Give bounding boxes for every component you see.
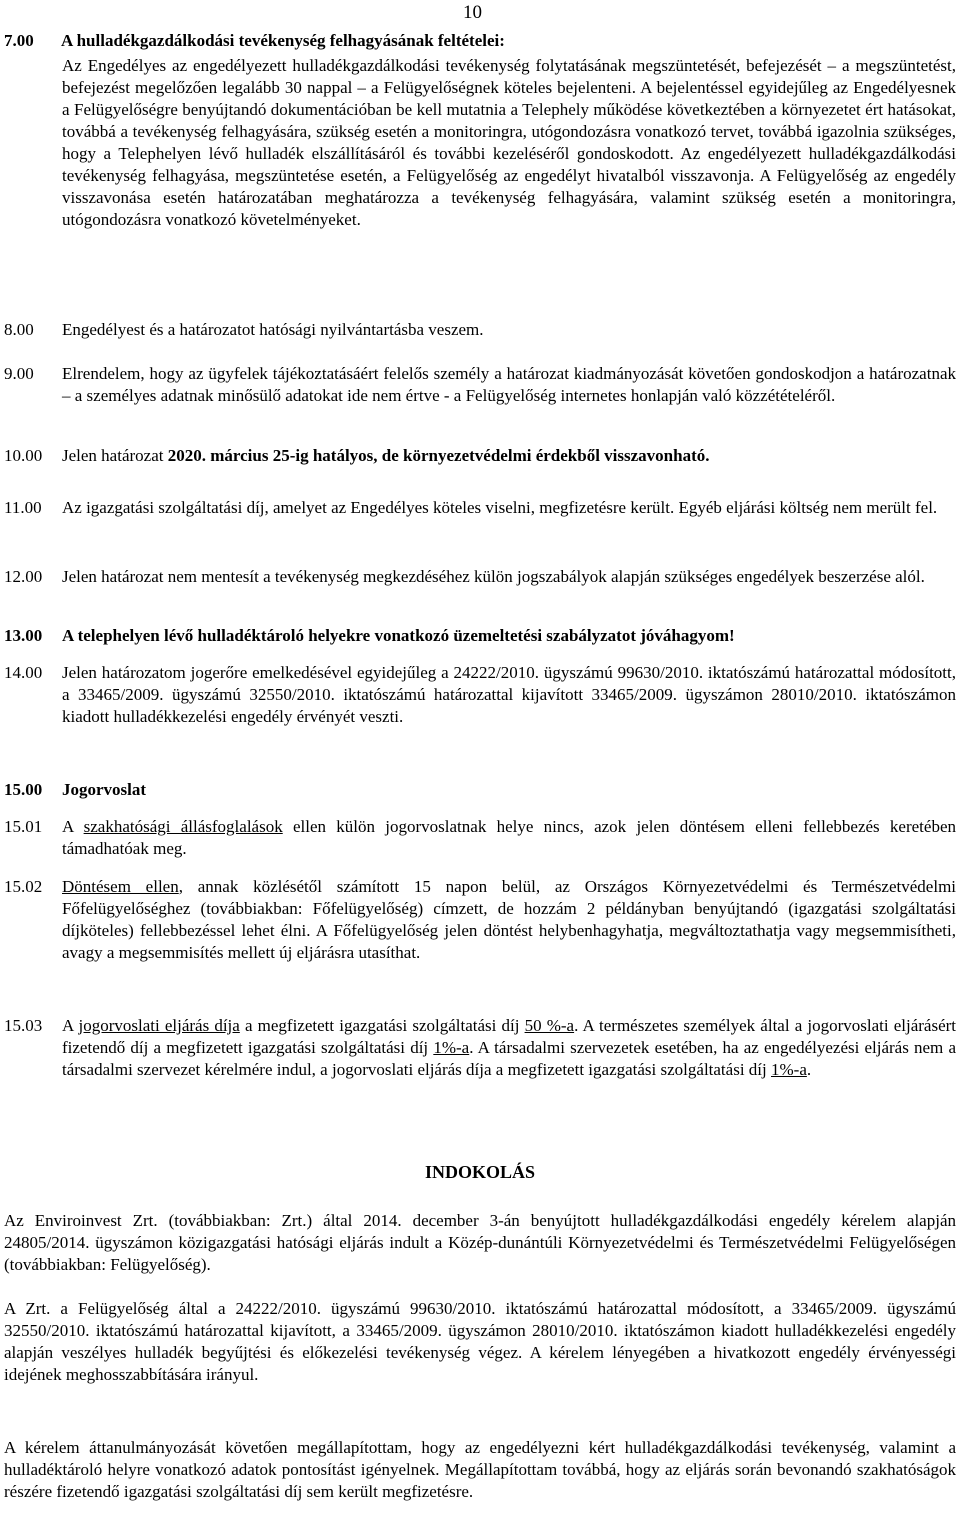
section-number: 14.00: [4, 663, 43, 682]
section-10: [4, 445, 956, 467]
section-text: Jelen határozatom jogerőre emelkedésével egyidejűleg a 24222/2010. ügyszámú 99630/2010. iktatószámú határozattal módosított, a 33465/2009. ügyszámú 32550/2010. iktatószámú határozattal kijavított 33465/2009. ügyszámon 28010/2010. iktatószámon kiadott hulladékkezelési engedély érvényét veszti.: [62, 663, 956, 726]
section-text: Az igazgatási szolgáltatási díj, amelyet az Engedélyes köteles viselni, megfizetésre került. Egyéb eljárási költség nem merült fel.: [62, 498, 938, 517]
page-number: 10: [463, 2, 482, 23]
text-normal: , annak közlésétől számított 15 napon belül, az Országos Környezetvédelmi és Természetvédelmi Főfelügyelőséghez (továbbiakban: Főfelügyelőség) címzett, de hozzám 2 példányban benyújtandó (igazgatási szolgáltatási díjköteles) fellebbezéssel lehet élni. A Főfelügyelőség jelen döntést helybenhagyhatja, megváltoztathatja vagy megsemmisítheti, avagy a megsemmisítés mellett új eljárásra utasíthat.: [62, 877, 957, 962]
section-text: [62, 445, 956, 467]
section-number: 13.00: [4, 626, 43, 645]
section-title: Jogorvoslat: [62, 780, 147, 799]
section-15-01: [4, 816, 956, 860]
section-number: 15.00: [4, 780, 43, 799]
section-text: [62, 816, 956, 860]
text-normal: A: [62, 817, 84, 836]
section-15: [4, 779, 956, 801]
section-number: 9.00: [4, 364, 34, 383]
text-underlined: szakhatósági állásfoglalások: [83, 817, 283, 836]
text-normal: . A természetes személyek által a jogorvoslati eljárásért fizetendő díj a megfizetett igazgatási szolgáltatási díj: [62, 1016, 957, 1057]
text-underlined: 1%-a: [771, 1060, 807, 1079]
section-14: [4, 662, 956, 728]
section-text: Engedélyest és a határozatot hatósági nyilvántartásba veszem.: [62, 320, 484, 339]
section-text: A telephelyen lévő hulladéktároló helyekre vonatkozó üzemeltetési szabályzatot jóváhagyom!: [62, 626, 735, 645]
section-8: [4, 319, 956, 341]
text-normal: a megfizetett igazgatási szolgáltatási díj: [239, 1016, 525, 1035]
section-12: [4, 566, 956, 588]
section-number: 11.00: [4, 498, 42, 517]
section-15-02: [4, 876, 956, 964]
section-number: 15.01: [4, 817, 43, 836]
section-number: 15.03: [4, 1016, 43, 1035]
section-title: A hulladékgazdálkodási tevékenység felhagyásának feltételei:: [61, 31, 505, 50]
text-underlined: 50 %-a: [524, 1016, 575, 1035]
indokolas-paragraph-3: A kérelem áttanulmányozását követően megállapítottam, hogy az engedélyezni kért hulladékgazdálkodási tevékenység, valamint a hulladéktároló helyre vonatkozó adatok pontosítást igényelnek. Megállapítottam továbbá, hogy az eljárás során bevonandó szakhatóságok részére fizetendő igazgatási szolgáltatási díj sem került megfizetésre.: [4, 1438, 956, 1501]
section-number: 7.00: [4, 31, 34, 50]
text-normal: A: [62, 1016, 79, 1035]
text-normal: Jelen határozat: [62, 446, 168, 465]
section-7-heading: [4, 30, 956, 52]
text-bold: 2020. március 25-ig hatályos, de környezetvédelmi érdekből visszavonható.: [167, 446, 710, 465]
section-number: 12.00: [4, 567, 43, 586]
indokolas-title: INDOKOLÁS: [424, 1162, 536, 1182]
section-7-paragraph: Az Engedélyes az engedélyezett hulladékgazdálkodási tevékenység folytatásának megszüntetését, befejezését – a megszüntetést, befejezést megelőzően legalább 30 nappal – a Felügyelőségnek köteles bejelenteni. A bejelentéssel egyidejűleg az Engedélyesnek a Felügyelőségre benyújtandó dokumentációban be kell mutatnia a Telephely működése következtében a környezetet ért hatásokat, továbbá a tevékenység felhagyására, szükség esetén a monitoringra, utógondozásra vonatkozó tervet, továbbá igazolnia szükséges, hogy a Telephelyen lévő hulladék elszállításáról és további kezeléséről gondoskodott. Az engedélyezett hulladékgazdálkodási tevékenység felhagyása, megszüntetése esetén, a Felügyelőség az engedélyt hivatalból visszavonja. A Felügyelőség az engedély visszavonása esetén határozatában meghatározza a tevékenység felhagyására, valamint szükség esetén a monitoringra, utógondozásra vonatkozó követelményeket.: [62, 56, 956, 229]
text-underlined: jogorvoslati eljárás díja: [78, 1016, 240, 1035]
text-normal: ellen külön jogorvoslatnak helye nincs, azok jelen döntésem elleni fellebbezés keretében támadhatóak meg.: [62, 817, 956, 858]
section-number: 10.00: [4, 446, 43, 465]
text-normal: . A társadalmi szervezetek esetében, ha az engedélyezési eljárás nem a társadalmi szervezet kérelmére indul, a jogorvoslati eljárás díja a megfizetett igazgatási szolgáltatási díj: [62, 1038, 956, 1079]
section-number: 15.02: [4, 877, 43, 896]
section-13: [4, 625, 956, 647]
section-text: Jelen határozat nem mentesít a tevékenység megkezdéséhez külön jogszabályok alapján szükséges engedélyek beszerzése alól.: [62, 567, 925, 586]
section-text: Elrendelem, hogy az ügyfelek tájékoztatásáért felelős személy a határozat kiadmányozását követően gondoskodjon a határozatnak – a személyes adatnak minősülő adatokat ide nem értve - a Felügyelőség internetes honlapján való közzétételéről.: [62, 364, 956, 405]
indokolas-paragraph-2: A Zrt. a Felügyelőség által a 24222/2010. ügyszámú 99630/2010. iktatószámú határozattal módosított, a 33465/2009. ügyszámú 32550/2010. iktatószámú határozattal kijavított, a 33465/2009. ügyszámon 28010/2010. iktatószámon kiadott hulladékkezelési engedély alapján veszélyes hulladék begyűjtési és előkezelési tevékenység végez. A kérelem lényegében a hivatkozott engedély érvényességi idejének meghosszabbítására irányul.: [4, 1299, 956, 1384]
section-number: 8.00: [4, 320, 34, 339]
text-underlined: Döntésem ellen: [62, 877, 179, 896]
section-11: [4, 497, 956, 519]
text-underlined: 1%-a: [433, 1038, 470, 1057]
text-normal: .: [806, 1060, 812, 1079]
indokolas-paragraph-1: Az Enviroinvest Zrt. (továbbiakban: Zrt.) által 2014. december 3-án benyújtott hulladékgazdálkodási engedély kérelem alapján 24805/2014. ügyszámon közigazgatási hatósági eljárás indult a Közép-dunántúli Környezetvédelmi és Természetvédelmi Felügyelőségen (továbbiakban: Felügyelőség).: [4, 1211, 956, 1274]
section-9: [4, 363, 956, 407]
section-text: [62, 1015, 956, 1081]
section-text: [62, 876, 956, 964]
section-15-03: [4, 1015, 956, 1081]
